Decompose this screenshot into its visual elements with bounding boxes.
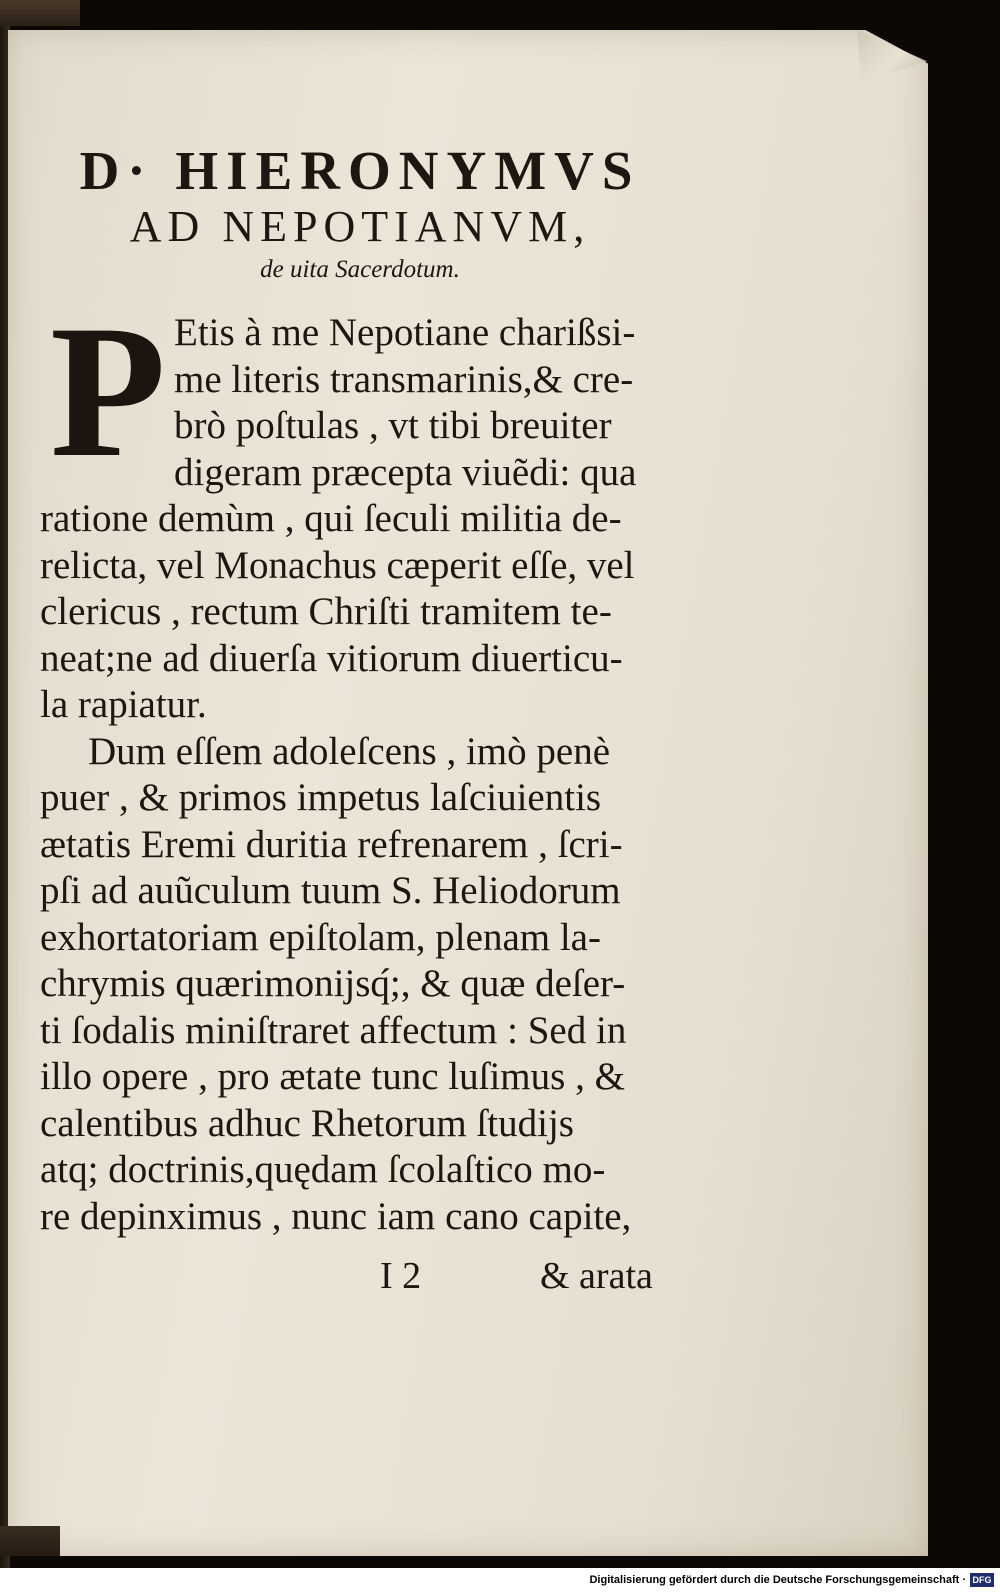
text-line: la rapiatur.	[40, 683, 207, 726]
text-line: puer , & primos impetus laſciuientis	[40, 776, 602, 819]
title-subject: de uita Sacerdotum.	[260, 256, 460, 283]
text-line: neat;ne ad diuerſa vitiorum diuerticu-	[40, 636, 623, 680]
paragraph-1	[40, 287, 680, 729]
text-line: relicta, vel Monachus cæperit eſſe, vel	[40, 543, 635, 587]
text-line: ratione demùm , qui ſeculi militia de-	[40, 497, 622, 540]
page-text	[40, 140, 680, 1240]
text-line: me literis transmarinis,& cre-	[174, 357, 634, 401]
text-line: atq; doctrinis,quędam ſcolaſtico mo-	[40, 1148, 606, 1191]
text-line: ti ſodalis miniſtraret affectum : Sed in	[40, 1008, 627, 1052]
signature-mark: I 2	[380, 1255, 422, 1297]
text-line: Dum eſſem adoleſcens , imò penè	[88, 729, 611, 773]
text-line: re depinximus , nunc iam cano capite,	[40, 1194, 632, 1238]
digitization-footer	[0, 1568, 1000, 1594]
text-line: clericus , rectum Chriſti tramitem te-	[40, 590, 612, 633]
funding-credit: Digitalisierung gefördert durch die Deutsche Forschungsgemeinschaft ·	[589, 1574, 966, 1586]
binding-bottom-corner	[0, 1526, 60, 1556]
binding-top-corner	[0, 0, 80, 26]
text-line: chrymis quærimonijsq́;, & quæ deſer-	[40, 962, 626, 1005]
text-line: brò poſtulas , vt tibi breuiter	[174, 404, 612, 447]
text-line: illo opere , pro ætate tunc luſimus , &	[40, 1055, 625, 1098]
text-line: ætatis Eremi duritia refrenarem , ſcri-	[40, 822, 623, 866]
text-line: exhortatoriam epiſtolam, plenam la-	[40, 915, 601, 959]
catchword: & arata	[540, 1255, 653, 1297]
text-line: calentibus adhuc Rhetorum ſtudijs	[40, 1101, 574, 1145]
drop-cap-initial: P	[50, 287, 167, 497]
paragraph-2	[40, 729, 680, 1241]
text-line: pſi ad auũculum tuum S. Heliodorum	[40, 869, 621, 912]
title-author: D· HIERONYMVS	[79, 140, 641, 201]
text-line: Etis à me Nepotiane charißsi-	[174, 311, 636, 354]
title-recipient: AD NEPOTIANVM,	[129, 202, 591, 251]
text-line: digeram præcepta viuẽdi: qua	[174, 450, 637, 494]
dfg-logo: DFG	[970, 1573, 994, 1587]
